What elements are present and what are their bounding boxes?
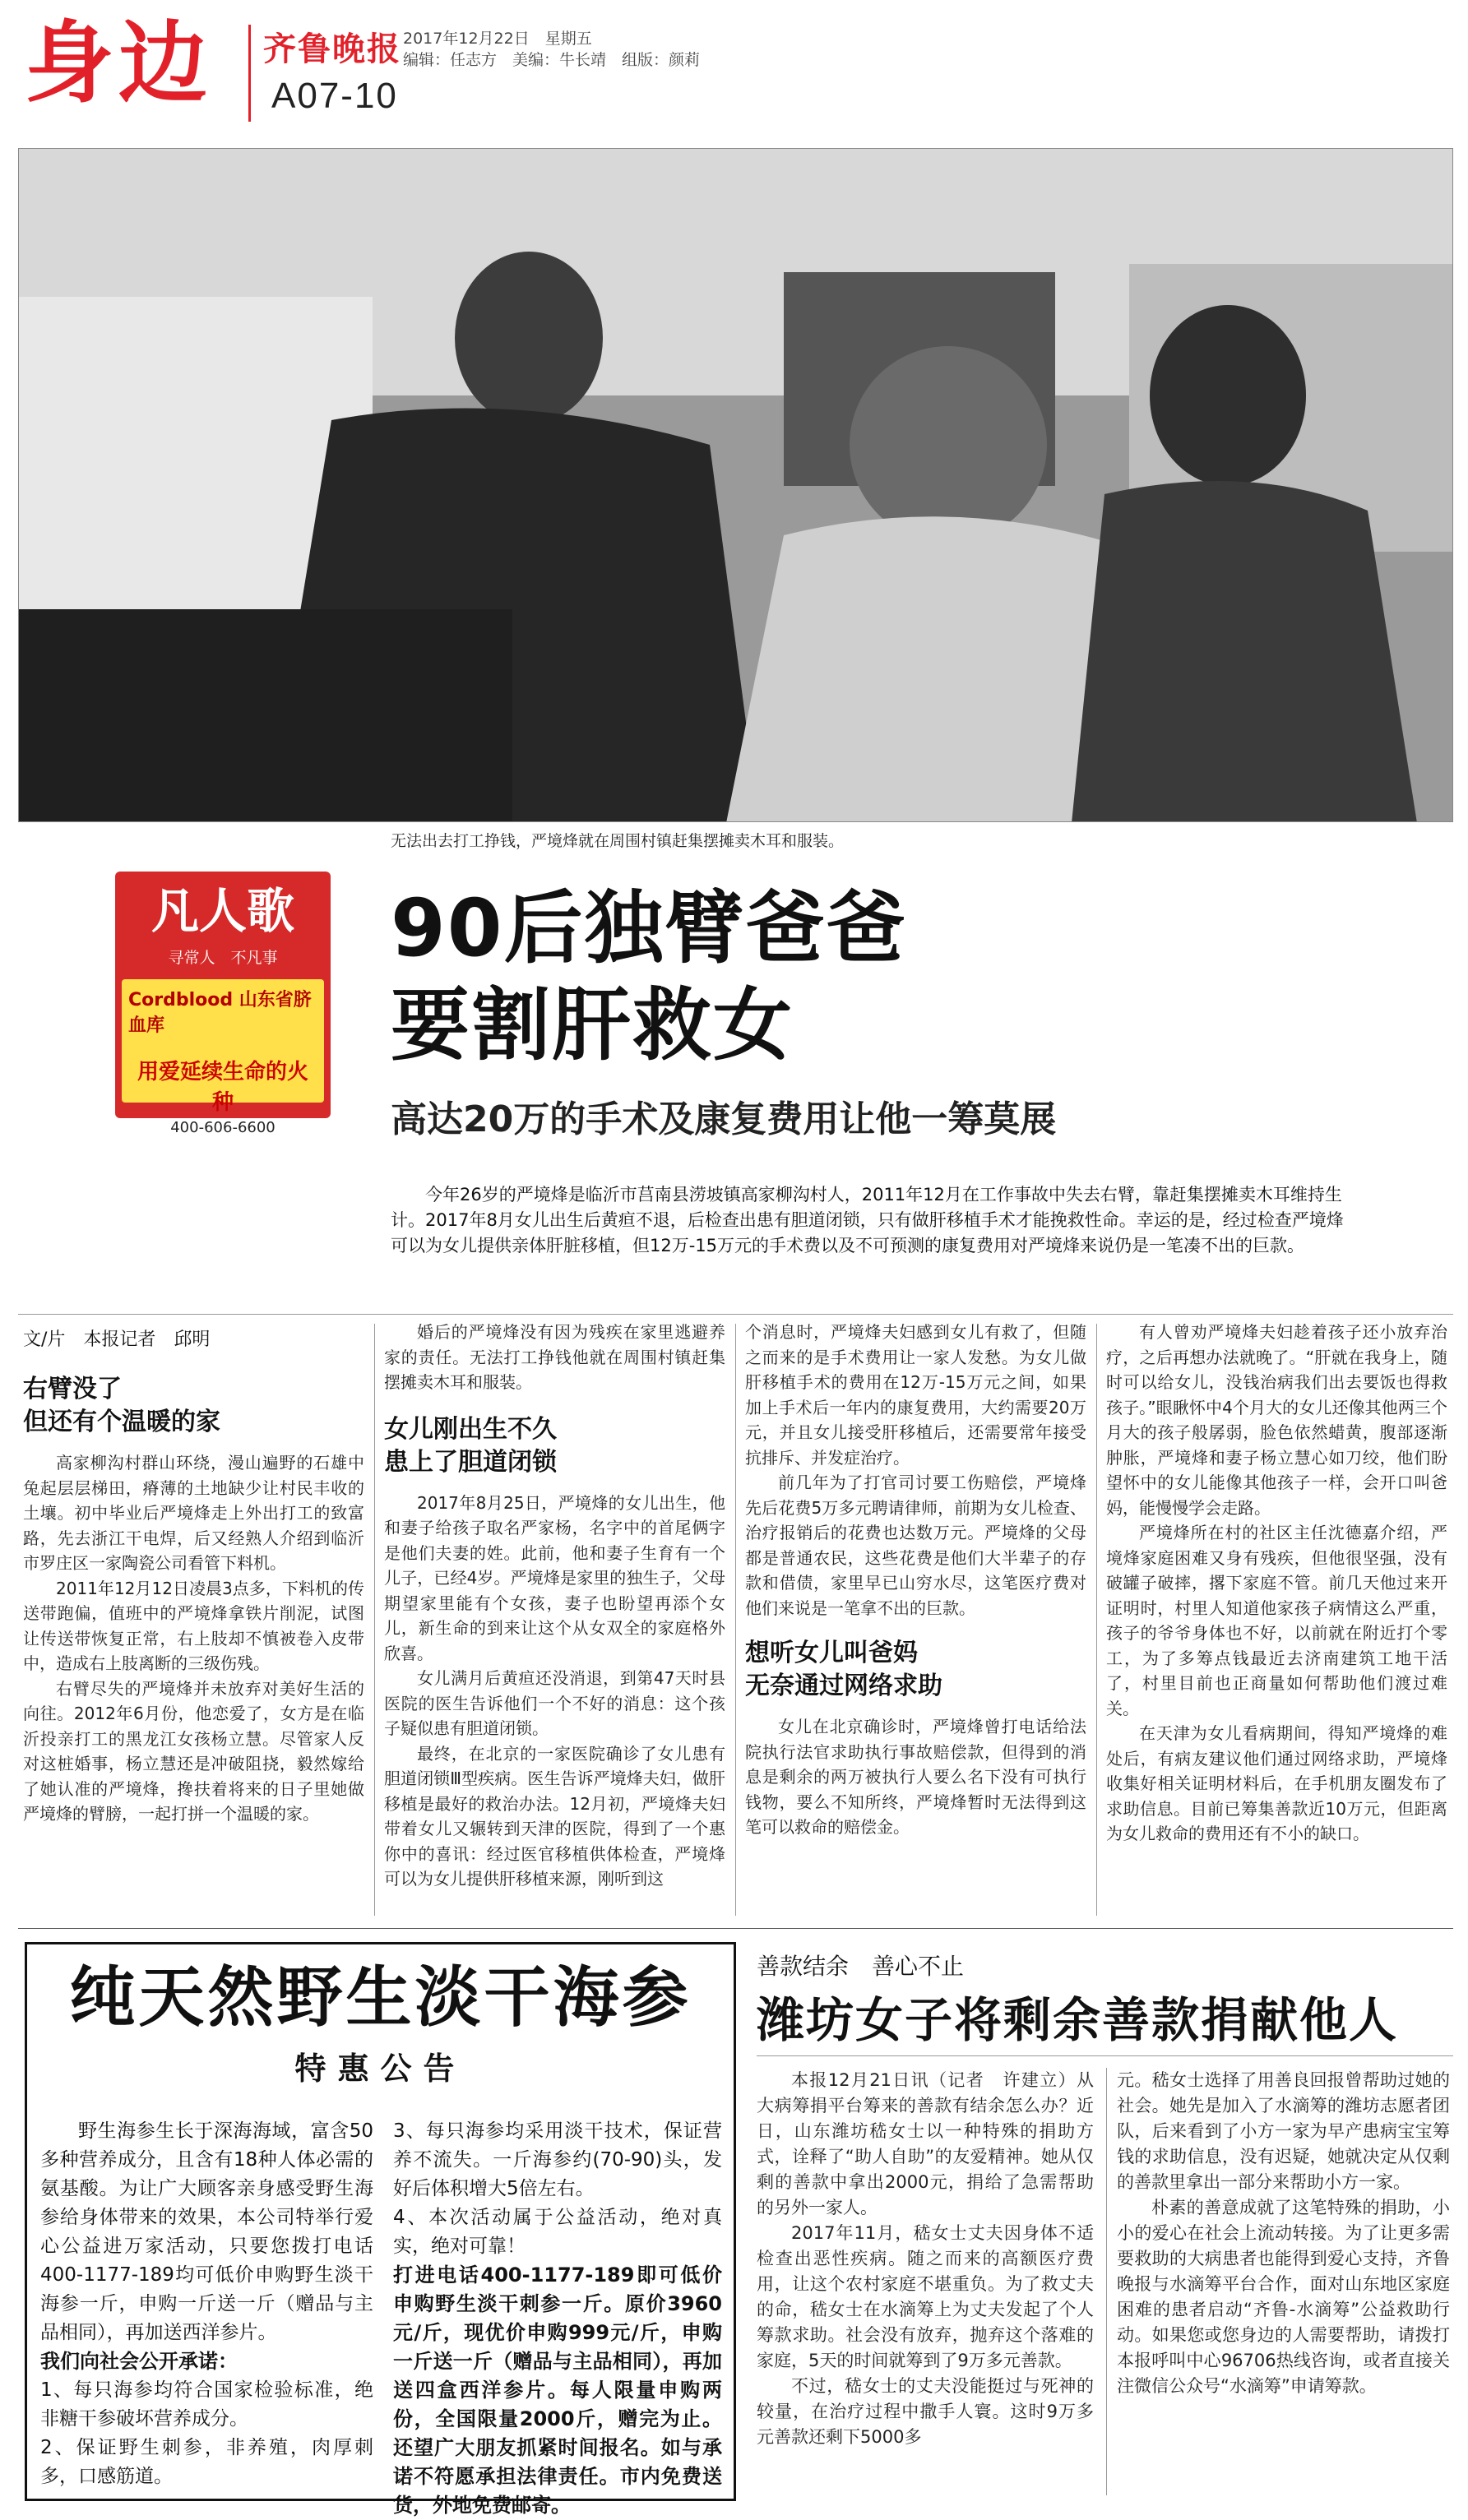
subhead-3: 想听女儿叫爸妈 无奈通过网络求助 — [745, 1639, 942, 1700]
paragraph: 前几年为了打官司讨要工伤赔偿，严境烽先后花费5万多元聘请律师，前期为女儿检查、治疗报销后的花费也达数万元。严境烽的父母都是普通农民，这些花费是他们大半辈子的存款和借债，家里早已山穷水尽，这笔医疗费对他们来说是一笔拿不出的巨款。 — [745, 1473, 1086, 1618]
headline-line-2: 要割肝救女 — [391, 979, 794, 1071]
column-logo — [115, 872, 331, 1136]
paragraph: 2011年12月12日凌晨3点多，下料机的传送带跑偏，值班中的严境烽拿铁片削泥，试图让传送带恢复正常，右上肢却不慎被卷入皮带中，造成右上肢离断的三级伤残。 — [23, 1578, 364, 1673]
ad-right-column — [393, 2117, 722, 2520]
editors-line: 编辑：任志方 美编：牛长靖 组版：颜莉 — [403, 51, 701, 69]
paragraph: 高家柳沟村群山环绕，漫山遍野的石雄中兔起层层梯田，瘠薄的土地缺少让村民丰收的土壤。初中毕业后严境烽走上外出打工的致富路，先去浙江干电焊，后又经熟人介绍到临沂市罗庄区一家陶瓷公司看管下料机。 — [23, 1453, 364, 1573]
header-divider — [248, 25, 251, 122]
paragraph: 个消息时，严境烽夫妇感到女儿有救了，但随之而来的是手术费用让一家人发愁。为女儿做肝移植手术的费用在12万-15万元之间，如果加上手术后一年内的康复费用，大约需要20万元，并且女儿接受肝移植后，还需要常年接受抗排斥、并发症治疗。 — [745, 1322, 1086, 1468]
photo-caption: 无法出去打工挣钱，严境烽就在周围村镇赶集摆摊卖木耳和服装。 — [391, 832, 845, 850]
ad-promise-1: 1、每只海参均符合国家检验标准，绝非糖干参破坏营养成分。 — [40, 2379, 373, 2430]
header-meta — [403, 28, 700, 71]
section-title: 身边 — [25, 12, 213, 115]
page-number: A07-10 — [271, 76, 398, 116]
story2-divider — [757, 2055, 1453, 2056]
subhead-1: 右臂没了 但还有个温暖的家 — [23, 1375, 220, 1436]
subhead-2: 女儿刚出生不久 患上了胆道闭锁 — [384, 1414, 557, 1477]
paragraph: 2017年8月25日，严境烽的女儿出生，他和妻子给孩子取名严家杨，名字中的首尾俩字是他们夫妻的姓。此前，他和妻子生育有一个儿子，已经4岁。严境烽是家里的独生子，父母期望家里能有个女孩，妻子也盼望再添个女儿，新生命的到来让这个从女双全的家庭格外欣喜。 — [384, 1492, 725, 1663]
story2-title: 潍坊女子将剩余善款捐献他人 — [757, 1992, 1399, 2048]
lead-paragraph: 今年26岁的严境烽是临沂市莒南县涝坡镇高家柳沟村人，2011年12月在工作事故中失去右臂，靠赶集摆摊卖木耳维持生计。2017年8月女儿出生后黄疸不退，后检查出患有胆道闭锁，只有做肝移植手术才能挽救性命。幸运的是，经过检查严境烽可以为女儿提供亲体肝脏移植，但12万-15万元的手术费以及不可预测的康复费用对严境烽来说仍是一笔凑不出的巨款。 — [391, 1185, 1344, 1255]
paragraph: 女儿在北京确诊时，严境烽曾打电话给法院执行法官求助执行事故赔偿款，但得到的消息是剩余的两万被执行人要么名下没有可执行钱物，要么不知所终，严境烽暂时无法得到这笔可以救命的赔偿金。 — [745, 1717, 1086, 1837]
paragraph: 严境烽所在村的社区主任沈德嘉介绍，严境烽家庭困难又身有残疾，但他很坚强，没有破罐子破摔，撂下家庭不管。前几天他过来开证明时，村里人知道他家孩子病情这么严重，孩子的爷爷身体也不好，以前就在附近打个零工，为了多筹点钱最近去济南建筑工地干活了，村里目前也正商量如何帮助他们渡过难关。 — [1106, 1523, 1447, 1718]
byline: 文/片 本报记者 邱明 — [23, 1329, 211, 1350]
sponsor-phone: 400-606-6600 — [170, 1119, 276, 1136]
ad-call-to-action: 打进电话400-1177-189即可低价申购野生淡干刺参一斤。原价3960元/斤，现优价申购999元/斤，申购一斤送一斤（赠品与主品相同），再加送四盒西洋参片。每人限量申购两份，全国限量2000斤，赠完为止。还望广大朋友抓紧时间报名。如与承诺不符愿承担法律责任。市内免费送货，外地免费邮寄。 — [393, 2263, 722, 2517]
article-column-2 — [384, 1320, 725, 1892]
sponsor-slogan: 用爱延续生命的火种 — [137, 1060, 308, 1115]
paragraph: 元。嵇女士选择了用善良回报曾帮助过她的社会。她先是加入了水滴筹的潍坊志愿者团队，后来看到了小方一家为早产患病宝宝筹钱的求助信息，没有迟疑，她就决定从仅剩的善款里拿出一部分来帮助小方一家。 — [1117, 2070, 1450, 2192]
paragraph: 最终，在北京的一家医院确诊了女儿患有胆道闭锁Ⅲ型疾病。医生告诉严境烽夫妇，做肝移植是最好的救治办法。12月初，严境烽夫妇带着女儿又辗转到天津的医院，得到了一个惠你中的喜讯：经过医官移植供体检查，严境烽可以为女儿提供肝移植来源，刚听到这 — [384, 1743, 725, 1889]
ad-promise-title: 我们向社会公开承诺： — [40, 2350, 238, 2373]
ad-promise-4: 4、本次活动属于公益活动，绝对真实，绝对可靠！ — [393, 2207, 722, 2257]
ad-promise-3: 3、每只海参均采用淡干技术，保证营养不流失。一斤海参约(70-90)头，发好后体积增大5倍左右。 — [393, 2120, 722, 2199]
column-rule — [1106, 2068, 1107, 2495]
paragraph: 女儿满月后黄疸还没消退，到第47天时县医院的医生告诉他们一个不好的消息：这个孩子疑似患有胆道闭锁。 — [384, 1668, 725, 1738]
column-rule — [735, 1324, 736, 1916]
ad-promise-2: 2、保证野生刺参，非养殖，肉厚刺多，口感筋道。 — [40, 2437, 373, 2487]
sponsor-name: Cordblood 山东省脐血库 — [128, 990, 312, 1036]
ad-left-column — [40, 2117, 373, 2491]
paragraph: 朴素的善意成就了这笔特殊的捐助，小小的爱心在社会上流动转接。为了让更多需要救助的大病患者也能得到爱心支持，齐鲁晚报与水滴筹平台合作，面对山东地区家庭困难的患者启动“齐鲁-水滴筹”公益救助行动。如果您或您身边的人需要帮助，请拨打本报呼叫中心96706热线咨询，或者直接关注微信公众号“水滴筹”申请筹款。 — [1117, 2198, 1450, 2396]
headline-line-1: 90后独臂爸爸 — [391, 882, 907, 974]
column-logo-tagline: 寻常人 不凡事 — [168, 949, 278, 967]
column-logo-title: 凡人歌 — [151, 883, 294, 939]
article-column-1 — [23, 1373, 364, 1827]
paragraph: 有人曾劝严境烽夫妇趁着孩子还小放弃治疗，之后再想办法就晚了。“肝就在我身上，随时可以给女儿，没钱治病我们出去要饭也得救孩子。”眼瞅怀中4个月大的女儿还像其他两三个月大的孩子般孱弱，脸色依然蜡黄，腹部逐渐肿胀，严境烽和妻子杨立慧心如刀绞，他们盼望怀中的女儿能像其他孩子一样，会开口叫爸妈，能慢慢学会走路。 — [1106, 1322, 1447, 1518]
story2-kicker: 善款结余 善心不止 — [757, 1953, 965, 1980]
lead-divider — [18, 1314, 1453, 1315]
paragraph: 本报12月21日讯（记者 许建立）从大病筹捐平台筹来的善款有结余怎么办？近日，山东潍坊嵇女士以一种特殊的捐助方式，诠释了“助人自助”的友爱精神。她从仅剩的善款中拿出2000元，捐给了急需帮助的另外一家人。 — [757, 2070, 1094, 2217]
news-photo — [18, 148, 1453, 822]
sub-headline: 高达20万的手术及康复费用让他一筹莫展 — [391, 1098, 1057, 1140]
news-photo-illustration — [19, 149, 1453, 822]
section-divider — [18, 1928, 1453, 1929]
main-headline — [391, 880, 907, 1074]
sponsor-box — [122, 979, 324, 1136]
column-rule — [1096, 1324, 1097, 1916]
date-line: 2017年12月22日 星期五 — [403, 30, 592, 48]
paragraph: 婚后的严境烽没有因为残疾在家里逃避养家的责任。无法打工挣钱他就在周围村镇赶集摆摊卖木耳和服装。 — [384, 1322, 725, 1392]
story2-column-2 — [1117, 2068, 1450, 2399]
paragraph: 右臂尽失的严境烽并未放弃对美好生活的向往。2012年6月份，他恋爱了，女方是在临沂投亲打工的黑龙江女孩杨立慧。尽管家人反对这桩婚事，杨立慧还是冲破阻挠，毅然嫁给了她认准的严境烽，搀扶着将来的日子里她做严境烽的臂膀，一起打拼一个温暖的家。 — [23, 1678, 364, 1824]
article-column-4 — [1106, 1320, 1447, 1847]
paragraph: 在天津为女儿看病期间，得知严境烽的难处后，有病友建议他们通过网络求助，严境烽收集好相关证明材料后，在手机朋友圈发布了求助信息。目前已筹集善款近10万元，但距离为女儿救命的费用还有不小的缺口。 — [1106, 1723, 1447, 1843]
sea-cucumber-ad — [25, 1942, 736, 2517]
ad-subtitle: 特惠公告 — [294, 2051, 466, 2087]
paragraph: 2017年11月，嵇女士丈夫因身体不适检查出恶性疾病。随之而来的高额医疗费用，让这个农村家庭不堪重负。为了救丈夫的命，嵇女士在水滴筹上为丈夫发起了个人筹款求助。社会没有放弃，抛弃这个落难的家庭，5天的时间就筹到了9万多元善款。 — [757, 2223, 1094, 2370]
story2-column-1 — [757, 2068, 1094, 2450]
paragraph: 不过，嵇女士的丈夫没能挺过与死神的较量，在治疗过程中撒手人寰。这时9万多元善款还剩下5000多 — [757, 2376, 1094, 2447]
newspaper-logo: 齐鲁晚报 — [263, 30, 401, 68]
ad-title: 纯天然野生淡干海参 — [69, 1958, 692, 2036]
column-rule — [374, 1324, 375, 1916]
ad-intro: 野生海参生长于深海海域，富含50多种营养成分，且含有18种人体必需的氨基酸。为让广大顾客亲身感受野生海参给身体带来的效果，本公司特举行爱心公益进万家活动，只要您拨打电话400-1177-189均可低价申购野生淡干海参一斤，申购一斤送一斤（赠品与主品相同），再加送西洋参片。 — [40, 2120, 373, 2343]
article-column-3 — [745, 1320, 1086, 1840]
